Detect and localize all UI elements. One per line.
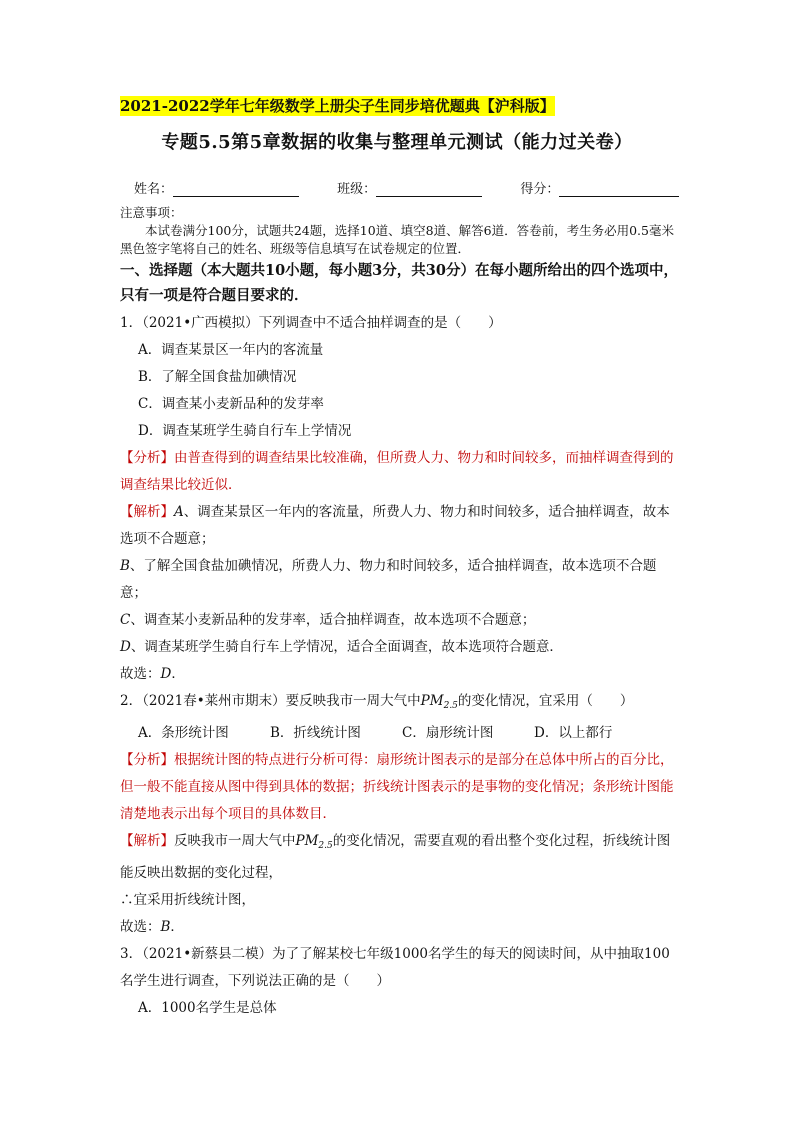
question-1-stem: 1．（2021•广西模拟）下列调查中不适合抽样调查的是（ ）: [120, 315, 502, 331]
q1-option-c: C．调查某小麦新品种的发芽率: [138, 396, 324, 412]
q1-option-d: D．调查某班学生骑自行车上学情况: [138, 423, 352, 439]
q2-sol-post: 的变化情况，需要直观的看出整个变化过程，折线统计图能反映出数据的变化过程，: [120, 833, 671, 881]
q1-solution-label: 【解析】: [120, 504, 174, 520]
q2-option-d: D．以上都行: [534, 725, 613, 741]
class-blank[interactable]: [376, 184, 482, 197]
questions-body: [120, 310, 680, 1022]
question-1: [120, 310, 680, 688]
q1-answer: [120, 661, 680, 688]
q1-analysis: [120, 445, 680, 499]
q1-sol-a-letter: A: [174, 504, 184, 520]
q2-pm: PM: [420, 693, 444, 709]
q2-options: [120, 720, 680, 747]
q1-sol-b-letter: B: [120, 558, 130, 574]
q2-pm-sub: 2.5: [443, 701, 458, 711]
q1-solution-b: [120, 553, 680, 607]
notes-heading: 注意事项：: [120, 205, 183, 220]
q2-option-b: B．折线统计图: [270, 725, 361, 741]
q2-answer: [120, 914, 680, 941]
q1-analysis-label: 【分析】: [120, 450, 174, 466]
q1-answer-letter: D: [160, 666, 172, 682]
q1-option-b: B．了解全国食盐加碘情况: [138, 369, 297, 385]
name-blank[interactable]: [173, 184, 299, 197]
score-field: [520, 178, 679, 197]
name-field: [134, 178, 299, 197]
q1-sol-b-text: 、了解全国食盐加碘情况，所费人力、物力和时间较多，适合抽样调查，故本选项不合题意；: [120, 558, 657, 601]
q1-solution-d: [120, 634, 680, 661]
score-label: 得分：: [520, 182, 560, 197]
section-line-2: 只有一项是符合题目要求的．: [120, 287, 309, 304]
q3-option-a: A．1000名学生是总体: [138, 1000, 277, 1016]
q2-analysis: [120, 747, 680, 828]
q2-solution-line2: ∴宜采用折线统计图，: [120, 892, 255, 908]
question-3-stem: 3．（2021•新蔡县二模）为了了解某校七年级1000名学生的每天的阅读时间，从中抽取100名学生进行调查，下列说法正确的是（ ）: [120, 946, 670, 989]
series-header: [120, 95, 555, 116]
student-info-row: [134, 178, 713, 197]
section-heading: [120, 258, 680, 308]
q1-solution-a: [120, 499, 680, 553]
class-label: 班级：: [337, 182, 377, 197]
q1-answer-prefix: 故选：: [120, 666, 161, 682]
q2-option-c: C．扇形统计图: [402, 725, 494, 741]
q2-solution-label: 【解析】: [120, 833, 174, 849]
q1-analysis-text: 由普查得到的调查结果比较准确，但所费人力、物力和时间较多，而抽样调查得到的调查结果比较近似．: [120, 450, 674, 493]
q1-sol-d-text: 、调查某班学生骑自行车上学情况，适合全面调查，故本选项符合题意．: [130, 639, 563, 655]
class-field: [337, 178, 482, 197]
q2-analysis-label: 【分析】: [120, 752, 174, 768]
q2-solution: [120, 828, 680, 887]
q2-option-a: A．条形统计图: [138, 725, 229, 741]
q2-stem-post: 的变化情况，宜采用（ ）: [457, 693, 634, 709]
page-title: 专题5.5第5章数据的收集与整理单元测试（能力过关卷）: [161, 132, 633, 153]
notes-line: 本试卷满分100分，试题共24题，选择10道、填空8道、解答6道．答卷前，考生务必用0.5毫米黑色签字笔将自己的姓名、班级等信息填写在试卷规定的位置．: [120, 223, 674, 256]
q2-answer-prefix: 故选：: [120, 919, 161, 935]
series-header-text: 2021-2022学年七年级数学上册尖子生同步培优题典【沪科版】: [120, 97, 555, 115]
q2-sol-pm-sub: 2.5: [318, 841, 333, 851]
q1-solution-c: [120, 607, 680, 634]
q1-sol-d-letter: D: [120, 639, 131, 655]
q2-sol-pm: PM: [295, 833, 319, 849]
q2-stem-pre: 2．（2021春•莱州市期末）要反映我市一周大气中: [120, 693, 421, 709]
score-blank[interactable]: [559, 184, 679, 197]
q1-option-a: A．调查某景区一年内的客流量: [138, 342, 324, 358]
q2-answer-suffix: ．: [170, 919, 184, 935]
question-2-stem: [120, 688, 680, 720]
q2-analysis-text: 根据统计图的特点进行分析可得：扇形统计图表示的是部分在总体中所占的百分比，但一般不能直接从图中得到具体的数据；折线统计图表示的是事物的变化情况；条形统计图能清楚地表示出每个项目的具体数目．: [120, 752, 674, 822]
question-2: [120, 688, 680, 941]
q1-sol-c-text: 、调查某小麦新品种的发芽率，适合抽样调查，故本选项不合题意；: [130, 612, 536, 628]
q1-sol-c-letter: C: [120, 612, 131, 628]
q2-answer-letter: B: [160, 919, 171, 935]
q1-sol-a-text: 、调查某景区一年内的客流量，所费人力、物力和时间较多，适合抽样调查，故本选项不合题意；: [120, 504, 670, 547]
notes-block: [120, 204, 680, 258]
q1-answer-suffix: ．: [171, 666, 185, 682]
q2-sol-pre: 反映我市一周大气中: [174, 833, 296, 849]
section-line-1: 一、选择题（本大题共10小题，每小题3分，共30分）在每小题所给出的四个选项中，: [120, 262, 678, 279]
name-label: 姓名：: [134, 182, 174, 197]
question-3: [120, 941, 680, 1022]
